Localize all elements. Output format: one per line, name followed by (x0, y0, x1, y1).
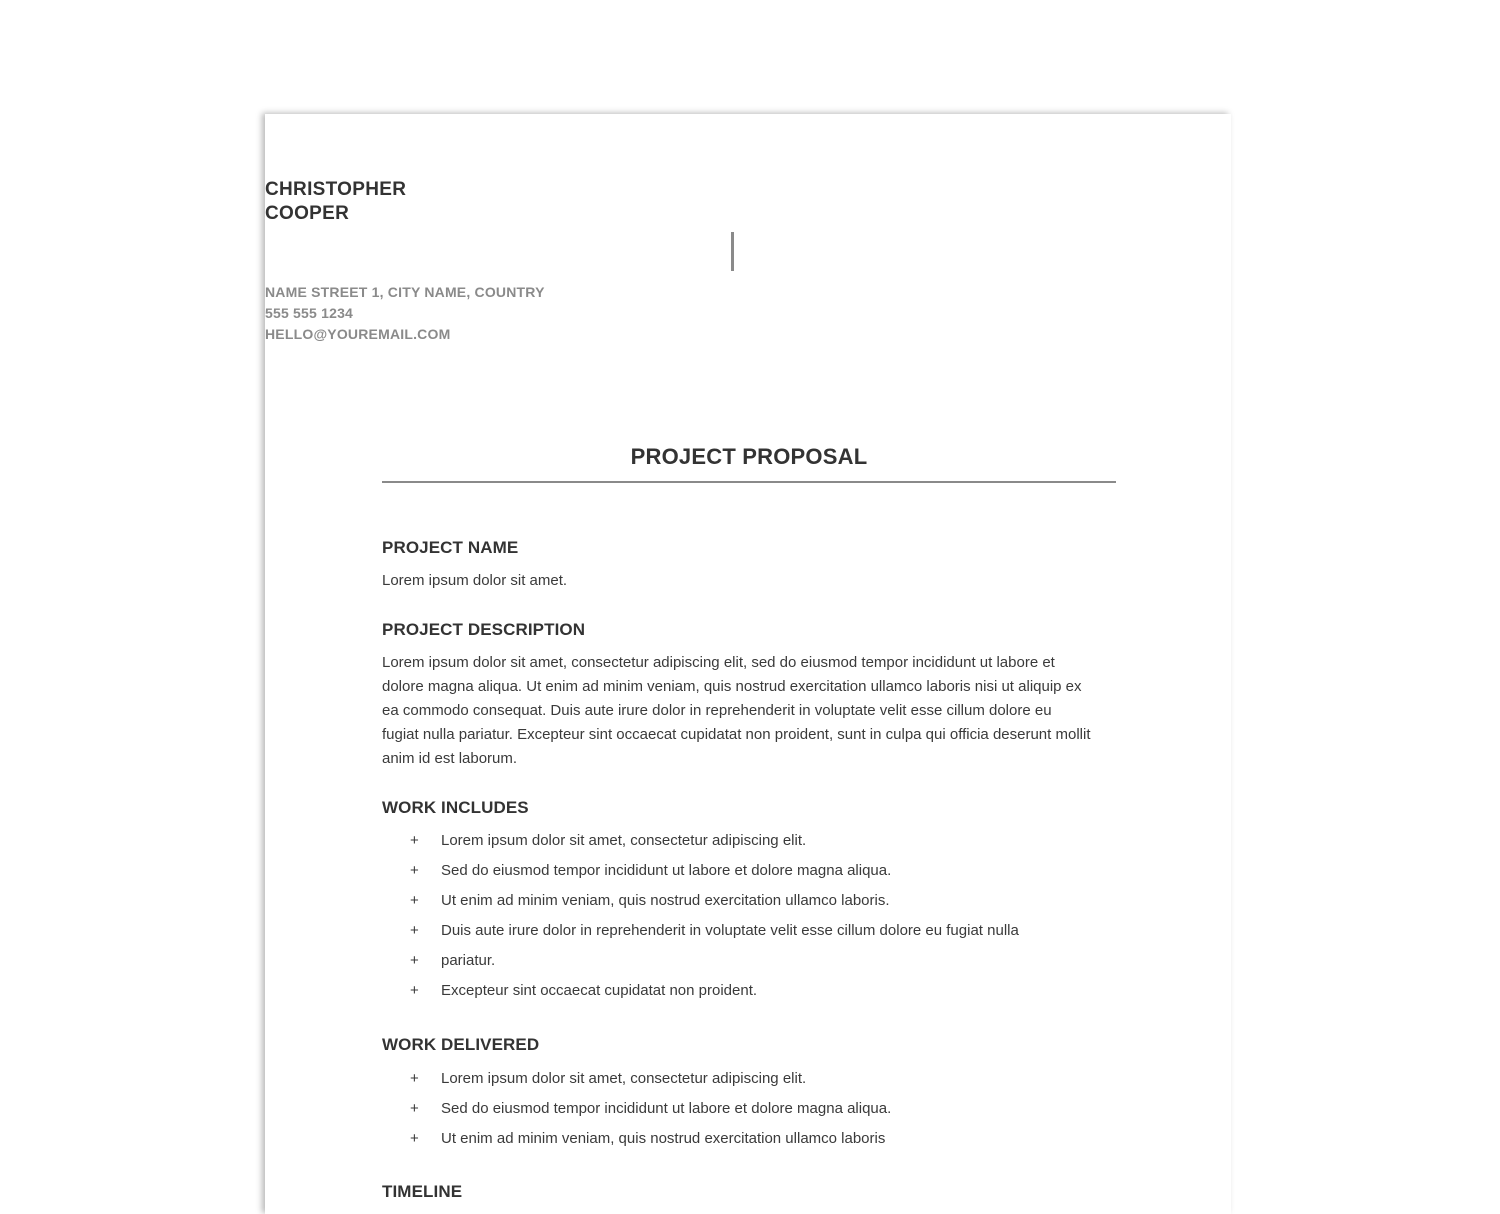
list-item: + pariatur. (382, 949, 1102, 979)
contact-phone: 555 555 1234 (265, 305, 354, 321)
plus-icon: + (410, 892, 419, 909)
plus-icon: + (410, 1070, 419, 1087)
plus-icon: + (410, 1130, 419, 1147)
list-item: + Sed do eiusmod tempor incididunt ut labore et dolore magna aliqua. (382, 859, 1102, 889)
list-item: + Lorem ipsum dolor sit amet, consectetur adipiscing elit. (382, 829, 1102, 859)
work-delivered-heading: WORK DELIVERED (382, 1035, 540, 1054)
contact-info (265, 282, 1199, 345)
contact-email: HELLO@YOUREMAIL.COM (265, 326, 451, 342)
project-name-heading: PROJECT NAME (382, 538, 519, 557)
title-rule (382, 481, 1116, 483)
plus-icon: + (410, 952, 419, 969)
document-title: PROJECT PROPOSAL (630, 444, 868, 469)
list-item: + Ut enim ad minim veniam, quis nostrud exercitation ullamco laboris. (382, 889, 1102, 919)
document-page (265, 114, 1231, 1214)
list-item: + Ut enim ad minim veniam, quis nostrud exercitation ullamco laboris (382, 1127, 1102, 1157)
header-divider (731, 232, 734, 271)
work-includes-heading: WORK INCLUDES (382, 798, 529, 817)
list-item: + Lorem ipsum dolor sit amet, consectetur adipiscing elit. (382, 1067, 1102, 1097)
project-description-heading: PROJECT DESCRIPTION (382, 620, 586, 639)
plus-icon: + (410, 1100, 419, 1117)
author-name (265, 178, 1199, 226)
plus-icon: + (410, 862, 419, 879)
author-name-line2: COOPER (265, 203, 350, 224)
project-name-text: Lorem ipsum dolor sit amet. (382, 572, 568, 589)
plus-icon: + (410, 922, 419, 939)
list-item: + Duis aute irure dolor in reprehenderit in voluptate velit esse cillum dolore eu fugiat nulla (382, 919, 1102, 949)
project-description-text: Lorem ipsum dolor sit amet, consectetur adipiscing elit, sed do eiusmod tempor incididunt ut labore et dolore magna aliqua. Ut enim ad minim veniam, quis nostrud exercitation ullamco laboris nisi ut aliquip ex ea commodo consequat. Duis aute irure dolor in reprehenderit in voluptate velit esse cillum dolore eu fugiat nulla pariatur. Excepteur sint occaecat cupidatat non proident, sunt in culpa qui officia deserunt mollit anim id est laborum. (382, 654, 1091, 767)
work-includes-list (382, 829, 1102, 1009)
list-item: + Excepteur sint occaecat cupidatat non proident. (382, 979, 1102, 1009)
contact-address: NAME STREET 1, CITY NAME, COUNTRY (265, 284, 545, 300)
list-item: + Sed do eiusmod tempor incididunt ut labore et dolore magna aliqua. (382, 1097, 1102, 1127)
work-delivered-list (382, 1067, 1102, 1157)
author-name-line1: CHRISTOPHER (265, 179, 407, 200)
timeline-heading: TIMELINE (382, 1182, 463, 1201)
plus-icon: + (410, 982, 419, 999)
plus-icon: + (410, 832, 419, 849)
